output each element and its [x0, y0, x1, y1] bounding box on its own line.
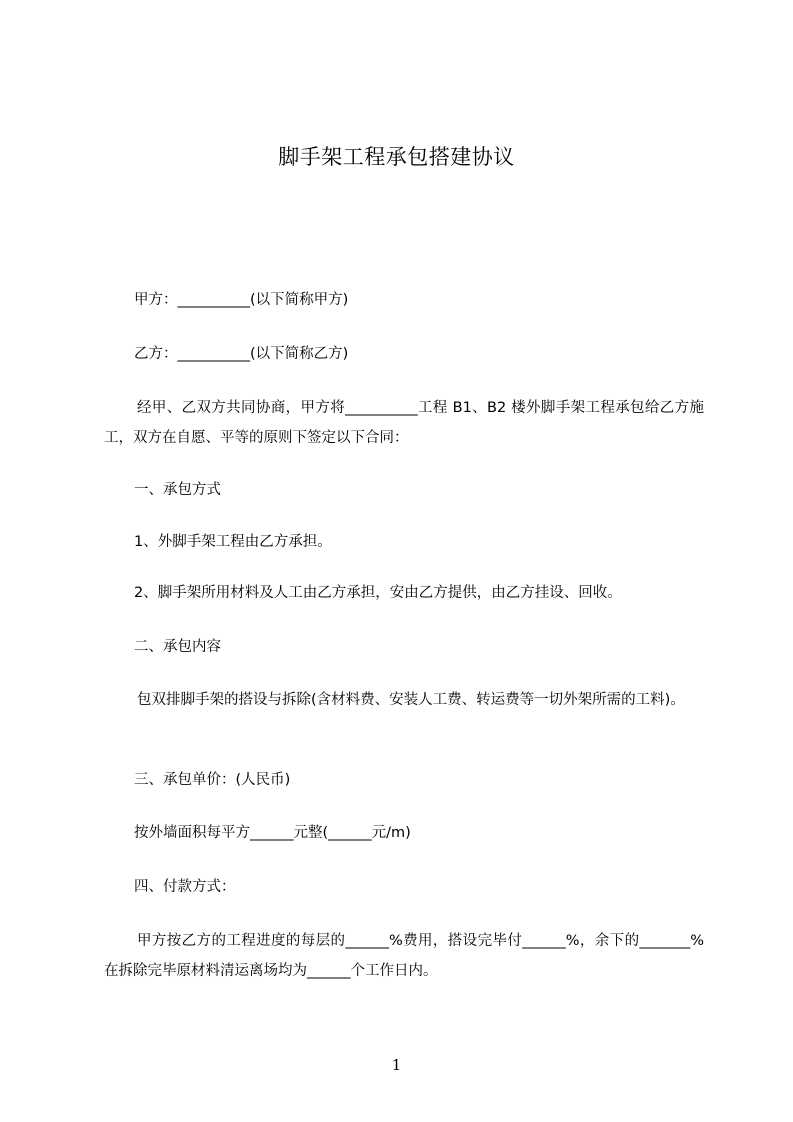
party-b-line: 乙方：__________(以下简称乙方) — [134, 346, 349, 362]
section-4-heading: 四、付款方式： — [134, 879, 236, 895]
page-number: 1 — [391, 1056, 402, 1074]
section-1-item-1: 1、外脚手架工程由乙方承担。 — [134, 534, 332, 550]
section-2-heading: 二、承包内容 — [134, 639, 221, 655]
section-2-body: 包双排脚手架的搭设与拆除(含材料费、安装人工费、转运费等一切外架所需的工料)。 — [137, 692, 685, 708]
section-4-body: 甲方按乙方的工程进度的每层的______%费用，搭设完毕付______%，余下的_______%在拆除完毕原材料清运离场均为______个工作日内。 — [104, 933, 704, 979]
intro-paragraph: 经甲、乙双方共同协商，甲方将__________工程 B1、B2 楼外脚手架工程承包给乙方施工，双方在自愿、平等的原则下签定以下合同： — [104, 400, 704, 446]
document-title: 脚手架工程承包搭建协议 — [278, 145, 515, 169]
party-a-line: 甲方：__________(以下简称甲方) — [134, 292, 349, 308]
section-3-heading: 三、承包单价：(人民币) — [134, 772, 291, 788]
section-1-heading: 一、承包方式 — [134, 482, 221, 498]
section-3-body: 按外墙面积每平方______元整(______元/m) — [134, 825, 411, 841]
section-1-item-2: 2、脚手架所用材料及人工由乙方承担，安由乙方提供，由乙方挂设、回收。 — [134, 585, 622, 601]
